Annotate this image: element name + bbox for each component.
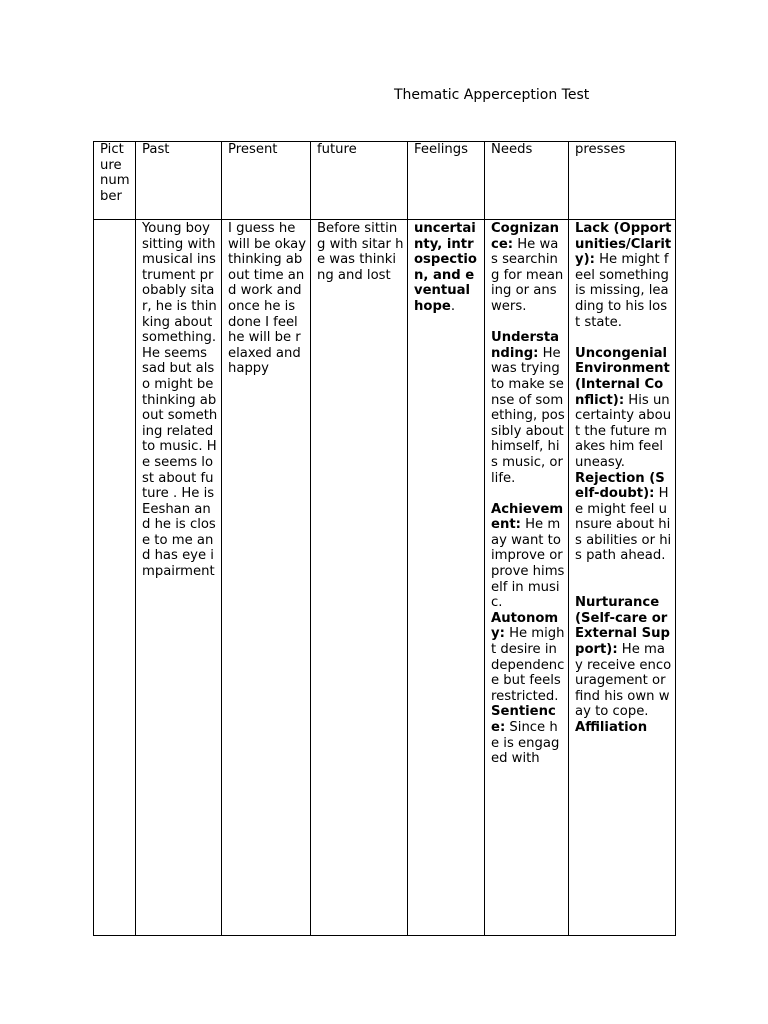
need-text: He may want to improve or prove himself in music. <box>491 517 565 611</box>
need-text: He was searching for meaning or answers. <box>491 236 564 314</box>
cell-future: Before sitting with sitar he was thinking and lost <box>311 220 408 936</box>
press-label: Nurturance (Self-care or External Support): <box>575 595 670 658</box>
press-label: Uncongenial Environment (Internal Conflict): <box>575 345 670 408</box>
press-item <box>575 471 672 565</box>
press-item <box>575 221 672 330</box>
feelings-text: uncertainty, introspection, and eventual hope <box>414 221 477 314</box>
header-presses: presses <box>569 142 676 220</box>
press-item <box>575 595 672 720</box>
need-item <box>491 502 565 611</box>
cell-presses <box>569 220 676 936</box>
press-label: Lack (Opportunities/Clarity): <box>575 221 672 268</box>
press-label: Rejection (Self-doubt): <box>575 470 665 502</box>
need-item <box>491 330 565 486</box>
header-past: Past <box>136 142 222 220</box>
cell-past: Young boy sitting with musical instrument probably sitar, he is thinking about something. He seems sad but also might be thinking about something related to music. He seems lost about future . He is Eeshan and he is close to me and has eye impairment <box>136 220 222 936</box>
header-future: future <box>311 142 408 220</box>
tat-table <box>93 141 676 936</box>
header-row <box>94 142 676 220</box>
cell-present: I guess he will be okay thinking about time and work and once he is done I feel he will be relaxed and happy <box>222 220 311 936</box>
need-label: Understanding: <box>491 330 560 361</box>
need-label: Achievement: <box>491 501 564 533</box>
need-label: Autonomy: <box>491 610 559 642</box>
cell-needs <box>485 220 569 936</box>
header-picture-number: Picture number <box>94 142 136 220</box>
need-text: He might desire independence but feels restricted. <box>491 626 565 704</box>
press-item <box>575 720 672 736</box>
header-feelings: Feelings <box>408 142 485 220</box>
need-item <box>491 611 565 705</box>
press-text: He might feel unsure about his abilities or his path ahead. <box>575 486 672 564</box>
press-text: His uncertainty about the future makes him feel uneasy. <box>575 392 672 470</box>
feelings-suffix: . <box>450 298 456 314</box>
document-title: Thematic Apperception Test <box>394 87 590 103</box>
need-label: Sentience: <box>491 704 556 735</box>
need-label: Cognizance: <box>491 221 560 252</box>
table-row <box>94 220 676 936</box>
need-item <box>491 221 565 315</box>
need-text: Since he is engaged with <box>491 720 560 767</box>
press-label: Affiliation <box>575 720 648 735</box>
need-text: He was trying to make sense of something, possibly about himself, his music, or life. <box>491 345 565 486</box>
need-item <box>491 704 565 766</box>
cell-picture-number <box>94 220 136 936</box>
header-needs: Needs <box>485 142 569 220</box>
cell-feelings <box>408 220 485 936</box>
press-item <box>575 346 672 471</box>
header-present: Present <box>222 142 311 220</box>
press-text: He might feel something is missing, leading to his lost state. <box>575 252 669 330</box>
press-text: He may receive encouragement or find his own way to cope. <box>575 642 672 720</box>
